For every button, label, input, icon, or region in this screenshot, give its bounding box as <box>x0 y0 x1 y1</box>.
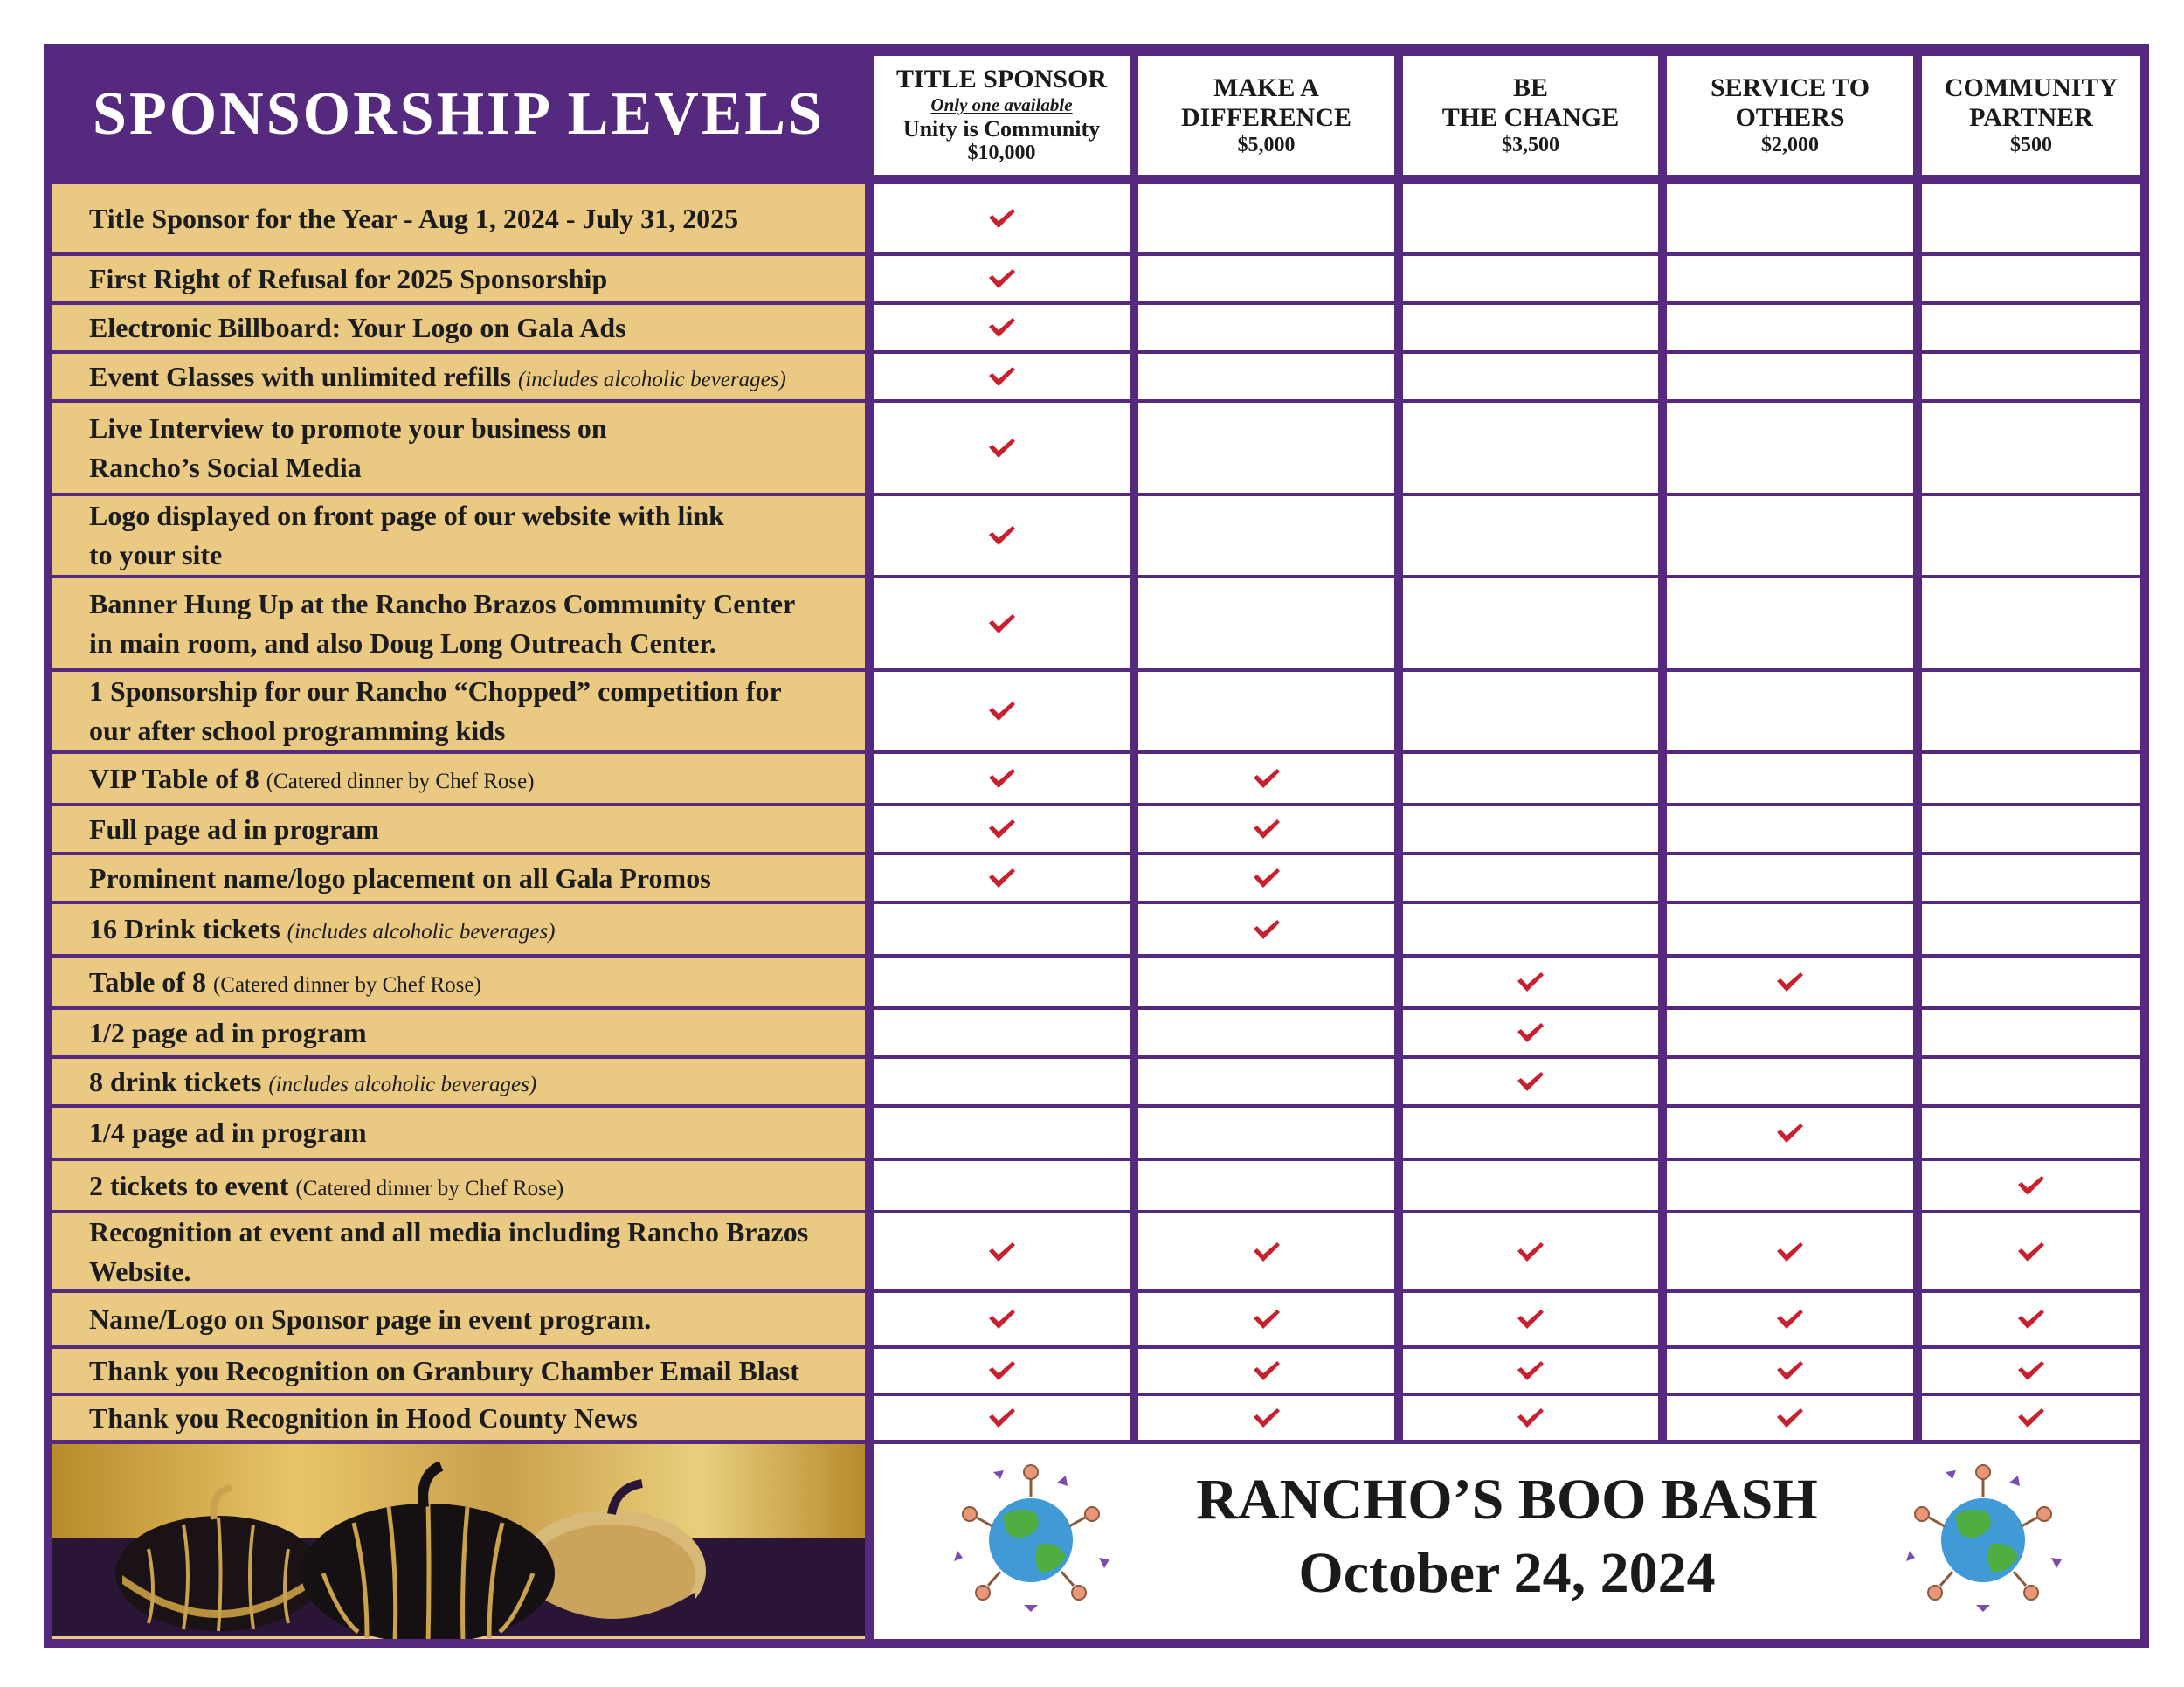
benefit-cell <box>874 354 1130 399</box>
benefit-text: VIP Table of 8 <box>89 762 259 794</box>
benefit-cell <box>1403 1161 1658 1210</box>
benefit-cell <box>1138 578 1394 668</box>
pumpkins-image <box>52 1444 865 1639</box>
checkmark-icon <box>987 437 1017 460</box>
benefit-text: Electronic Billboard: Your Logo on Gala Ads <box>89 311 626 343</box>
benefit-cell <box>1667 305 1913 350</box>
benefit-row-label <box>52 578 865 668</box>
benefit-cell <box>1403 904 1658 954</box>
tier-title-sponsor-header <box>874 56 1130 175</box>
tier-make-a-difference-header <box>1138 56 1394 175</box>
benefit-cell <box>1138 1010 1394 1055</box>
tier-price: $10,000 <box>967 142 1036 165</box>
checkmark-icon <box>2016 1174 2046 1197</box>
benefit-cell <box>874 958 1130 1006</box>
benefit-cell <box>1922 672 2140 750</box>
benefit-cell <box>1667 1108 1913 1158</box>
benefit-row-label <box>52 496 865 575</box>
benefit-cell <box>874 1213 1130 1289</box>
checkmark-icon <box>987 700 1017 723</box>
tier-price: $5,000 <box>1237 133 1296 156</box>
checkmark-icon <box>987 612 1017 635</box>
benefit-note: (includes alcoholic beverages) <box>268 1072 537 1096</box>
benefit-cell <box>1667 1059 1913 1104</box>
benefit-text: 2 tickets to event <box>89 1169 289 1201</box>
benefit-row-label <box>52 256 865 301</box>
benefit-row-label <box>52 1059 865 1104</box>
benefit-cell <box>1138 1349 1394 1393</box>
benefit-row-label <box>52 958 865 1006</box>
benefit-note: (Catered dinner by Chef Rose) <box>295 1176 564 1200</box>
tier-price: $3,500 <box>1502 133 1559 156</box>
benefit-cell <box>1922 904 2140 954</box>
benefit-cell <box>1138 305 1394 350</box>
benefit-cell <box>1922 256 2140 301</box>
checkmark-icon <box>1775 1359 1805 1382</box>
benefit-cell <box>1138 403 1394 493</box>
benefit-text: Title Sponsor for the Year - Aug 1, 2024 - July 31, 2025 <box>89 202 739 234</box>
benefit-note: (includes alcoholic beverages) <box>287 920 556 944</box>
benefit-row-label <box>52 1161 865 1210</box>
benefit-cell <box>1667 184 1913 252</box>
benefit-text: Name/Logo on Sponsor page in event program. <box>89 1303 652 1335</box>
benefit-cell <box>1138 855 1394 901</box>
benefit-cell <box>1403 1396 1658 1440</box>
benefit-text: Thank you Recognition in Hood County News <box>89 1401 638 1434</box>
benefit-text: Prominent name/logo placement on all Gala Promos <box>89 861 711 894</box>
benefit-cell <box>1138 754 1394 803</box>
benefit-cell <box>1403 496 1658 575</box>
benefit-cell <box>1403 1010 1658 1055</box>
benefit-text: 16 Drink tickets <box>89 913 280 945</box>
benefit-cell <box>874 403 1130 493</box>
checkmark-icon <box>1516 1359 1545 1382</box>
benefit-cell <box>1667 855 1913 901</box>
benefit-cell <box>1138 1293 1394 1345</box>
benefit-cell <box>874 305 1130 350</box>
benefit-row-label <box>52 1349 865 1393</box>
benefit-cell <box>874 184 1130 252</box>
checkmark-icon <box>987 1241 1017 1263</box>
benefit-text: Rancho’s Social Media <box>89 451 362 483</box>
checkmark-icon <box>2016 1407 2046 1429</box>
benefit-row-label <box>52 855 865 901</box>
benefit-row-label <box>52 1293 865 1345</box>
tier-be-the-change-header <box>1403 56 1658 175</box>
benefit-cell <box>1403 184 1658 252</box>
benefit-cell <box>1403 1059 1658 1104</box>
benefit-cell <box>1138 256 1394 301</box>
checkmark-icon <box>1775 971 1805 993</box>
benefit-cell <box>1667 578 1913 668</box>
benefit-cell <box>874 1293 1130 1345</box>
benefit-note: (includes alcoholic beverages) <box>517 367 786 391</box>
checkmark-icon <box>987 524 1017 547</box>
checkmark-icon <box>987 316 1017 339</box>
benefit-row-label <box>52 354 865 399</box>
benefit-cell <box>1138 496 1394 575</box>
benefit-cell <box>874 496 1130 575</box>
benefit-cell <box>874 855 1130 901</box>
benefit-cell <box>1403 1213 1658 1289</box>
checkmark-icon <box>987 1359 1017 1382</box>
benefit-cell <box>1138 904 1394 954</box>
benefit-cell <box>1667 1396 1913 1440</box>
benefit-cell <box>1403 855 1658 901</box>
event-name: RANCHO’S BOO BASH <box>1196 1468 1818 1531</box>
checkmark-icon <box>1252 918 1282 941</box>
benefit-cell <box>1667 1010 1913 1055</box>
benefit-cell <box>1667 256 1913 301</box>
benefit-cell <box>1922 1396 2140 1440</box>
benefit-cell <box>874 1349 1130 1393</box>
benefit-cell <box>1403 958 1658 1006</box>
benefit-cell <box>1403 578 1658 668</box>
checkmark-icon <box>1516 1021 1545 1044</box>
benefit-text: Full page ad in program <box>89 812 379 845</box>
benefit-cell <box>1138 354 1394 399</box>
checkmark-icon <box>987 767 1017 790</box>
benefit-cell <box>1922 1059 2140 1104</box>
benefit-cell <box>1667 496 1913 575</box>
benefit-row-label <box>52 904 865 954</box>
benefit-cell <box>1922 496 2140 575</box>
benefit-cell <box>874 904 1130 954</box>
checkmark-icon <box>1775 1308 1805 1331</box>
benefit-cell <box>1667 354 1913 399</box>
benefit-text: Live Interview to promote your business on <box>89 411 607 444</box>
benefit-cell <box>1403 305 1658 350</box>
benefit-cell <box>874 1059 1130 1104</box>
benefit-cell <box>874 1396 1130 1440</box>
benefit-note: (Catered dinner by Chef Rose) <box>266 769 535 793</box>
checkmark-icon <box>2016 1241 2046 1263</box>
benefit-cell <box>1403 806 1658 852</box>
sponsorship-table <box>52 52 2140 1639</box>
checkmark-icon <box>1252 1359 1282 1382</box>
benefit-cell <box>1667 672 1913 750</box>
tier-community-partner-header <box>1922 56 2140 175</box>
benefit-row-label <box>52 1213 865 1289</box>
benefit-cell <box>1922 305 2140 350</box>
benefit-text: First Right of Refusal for 2025 Sponsorship <box>89 262 608 294</box>
benefit-row-label <box>52 1010 865 1055</box>
checkmark-icon <box>2016 1359 2046 1382</box>
checkmark-icon <box>1252 867 1282 889</box>
benefit-cell <box>1403 754 1658 803</box>
benefit-cell <box>1922 1293 2140 1345</box>
benefit-cell <box>1922 403 2140 493</box>
tier-price: $500 <box>2010 133 2052 156</box>
benefit-row-label <box>52 1108 865 1158</box>
benefit-row-label <box>52 403 865 493</box>
benefit-cell <box>1922 184 2140 252</box>
event-date: October 24, 2024 <box>1298 1541 1716 1605</box>
benefit-cell <box>1922 1010 2140 1055</box>
checkmark-icon <box>1516 1241 1545 1263</box>
benefit-text: Website. <box>89 1255 191 1287</box>
benefit-cell <box>874 1161 1130 1210</box>
benefit-text: our after school programming kids <box>89 715 506 746</box>
benefit-cell <box>1922 806 2140 852</box>
benefit-cell <box>874 806 1130 852</box>
benefit-cell <box>1667 904 1913 954</box>
benefit-note: (Catered dinner by Chef Rose) <box>212 972 481 997</box>
tier-price: $2,000 <box>1761 133 1819 156</box>
event-footer <box>874 1444 2140 1639</box>
checkmark-icon <box>987 267 1017 290</box>
benefit-text: 8 drink tickets <box>89 1065 262 1097</box>
tier-name: TITLE SPONSOR <box>896 64 1107 93</box>
benefit-cell <box>874 672 1130 750</box>
sponsorship-sheet <box>44 44 2149 1648</box>
benefit-row-label <box>52 1396 865 1440</box>
benefit-cell <box>1667 403 1913 493</box>
checkmark-icon <box>1516 1407 1545 1429</box>
checkmark-icon <box>1775 1407 1805 1429</box>
benefit-cell <box>1403 672 1658 750</box>
globe-people-icon <box>1904 1462 2062 1619</box>
tier-service-to-others-header <box>1667 56 1913 175</box>
checkmark-icon <box>987 867 1017 889</box>
benefit-cell <box>1403 1293 1658 1345</box>
benefit-cell <box>1922 855 2140 901</box>
benefit-text: 1/4 page ad in program <box>89 1117 367 1149</box>
benefit-text: Recognition at event and all media including Rancho Brazos <box>89 1215 809 1248</box>
tier-name-line1: BE <box>1512 73 1549 102</box>
tier-name-line1: MAKE A <box>1213 73 1319 102</box>
tier-note: Only one available <box>930 94 1073 116</box>
checkmark-icon <box>987 818 1017 840</box>
tier-name-line1: SERVICE TO <box>1710 73 1870 102</box>
checkmark-icon <box>1252 767 1282 790</box>
checkmark-icon <box>987 365 1017 388</box>
page-title: SPONSORSHIP LEVELS <box>93 80 825 148</box>
benefit-text: to your site <box>89 539 223 570</box>
benefit-cell <box>1667 754 1913 803</box>
benefit-cell <box>1922 1161 2140 1210</box>
benefit-cell <box>1403 1349 1658 1393</box>
benefit-text: 1 Sponsorship for our Rancho “Chopped” competition for <box>89 675 782 708</box>
benefit-cell <box>1667 958 1913 1006</box>
tier-name-line2: DIFFERENCE <box>1180 103 1351 133</box>
benefit-cell <box>1403 354 1658 399</box>
benefit-cell <box>1922 1108 2140 1158</box>
checkmark-icon <box>1516 971 1545 993</box>
benefit-cell <box>1138 1213 1394 1289</box>
benefit-text: in main room, and also Doug Long Outreach Center. <box>89 626 716 659</box>
benefit-row-label <box>52 806 865 852</box>
benefit-cell <box>1922 1349 2140 1393</box>
checkmark-icon <box>987 1407 1017 1429</box>
tier-name-line2: OTHERS <box>1735 103 1845 133</box>
benefit-cell <box>1403 1108 1658 1158</box>
checkmark-icon <box>1775 1122 1805 1144</box>
title-block <box>52 52 865 176</box>
benefit-cell <box>874 754 1130 803</box>
benefit-cell <box>1922 1213 2140 1289</box>
checkmark-icon <box>1775 1241 1805 1263</box>
checkmark-icon <box>1516 1070 1545 1093</box>
tier-subtitle: Unity is Community <box>902 115 1101 142</box>
benefit-cell <box>1138 672 1394 750</box>
checkmark-icon <box>987 207 1017 230</box>
benefit-row-label <box>52 305 865 350</box>
benefit-cell <box>1667 1213 1913 1289</box>
checkmark-icon <box>1252 818 1282 840</box>
checkmark-icon <box>1252 1407 1282 1429</box>
benefit-text: 1/2 page ad in program <box>89 1016 367 1048</box>
checkmark-icon <box>1252 1308 1282 1331</box>
checkmark-icon <box>1516 1308 1545 1331</box>
benefit-cell <box>1667 1161 1913 1210</box>
benefit-cell <box>874 1010 1130 1055</box>
benefit-cell <box>874 1108 1130 1158</box>
benefit-cell <box>1922 754 2140 803</box>
benefit-cell <box>874 256 1130 301</box>
benefit-cell <box>1403 256 1658 301</box>
checkmark-icon <box>987 1308 1017 1331</box>
benefit-cell <box>1138 1396 1394 1440</box>
benefit-cell <box>1667 1349 1913 1393</box>
benefit-text: Logo displayed on front page of our website with link <box>89 500 724 532</box>
benefit-cell <box>1403 403 1658 493</box>
tier-name-line2: THE CHANGE <box>1441 103 1620 133</box>
benefit-row-label <box>52 754 865 803</box>
benefit-cell <box>1138 1161 1394 1210</box>
benefit-cell <box>1138 806 1394 852</box>
benefit-cell <box>1138 1108 1394 1158</box>
benefit-cell <box>1138 958 1394 1006</box>
tier-name-line2: PARTNER <box>1969 103 2093 133</box>
checkmark-icon <box>1252 1241 1282 1263</box>
benefit-cell <box>1922 354 2140 399</box>
benefit-cell <box>1667 806 1913 852</box>
checkmark-icon <box>2016 1308 2046 1331</box>
benefit-text: Banner Hung Up at the Rancho Brazos Community Center <box>89 587 796 619</box>
benefit-text: Table of 8 <box>89 965 206 998</box>
benefit-cell <box>1138 184 1394 252</box>
tier-name-line1: COMMUNITY <box>1944 73 2118 102</box>
benefit-cell <box>1922 578 2140 668</box>
benefit-cell <box>1667 1293 1913 1345</box>
benefit-cell <box>1922 958 2140 1006</box>
benefit-text: Event Glasses with unlimited refills <box>89 360 511 392</box>
benefit-cell <box>1138 1059 1394 1104</box>
benefit-row-label <box>52 184 865 252</box>
benefit-text: Thank you Recognition on Granbury Chamber Email Blast <box>89 1354 799 1386</box>
benefit-row-label <box>52 672 865 750</box>
benefit-cell <box>874 578 1130 668</box>
